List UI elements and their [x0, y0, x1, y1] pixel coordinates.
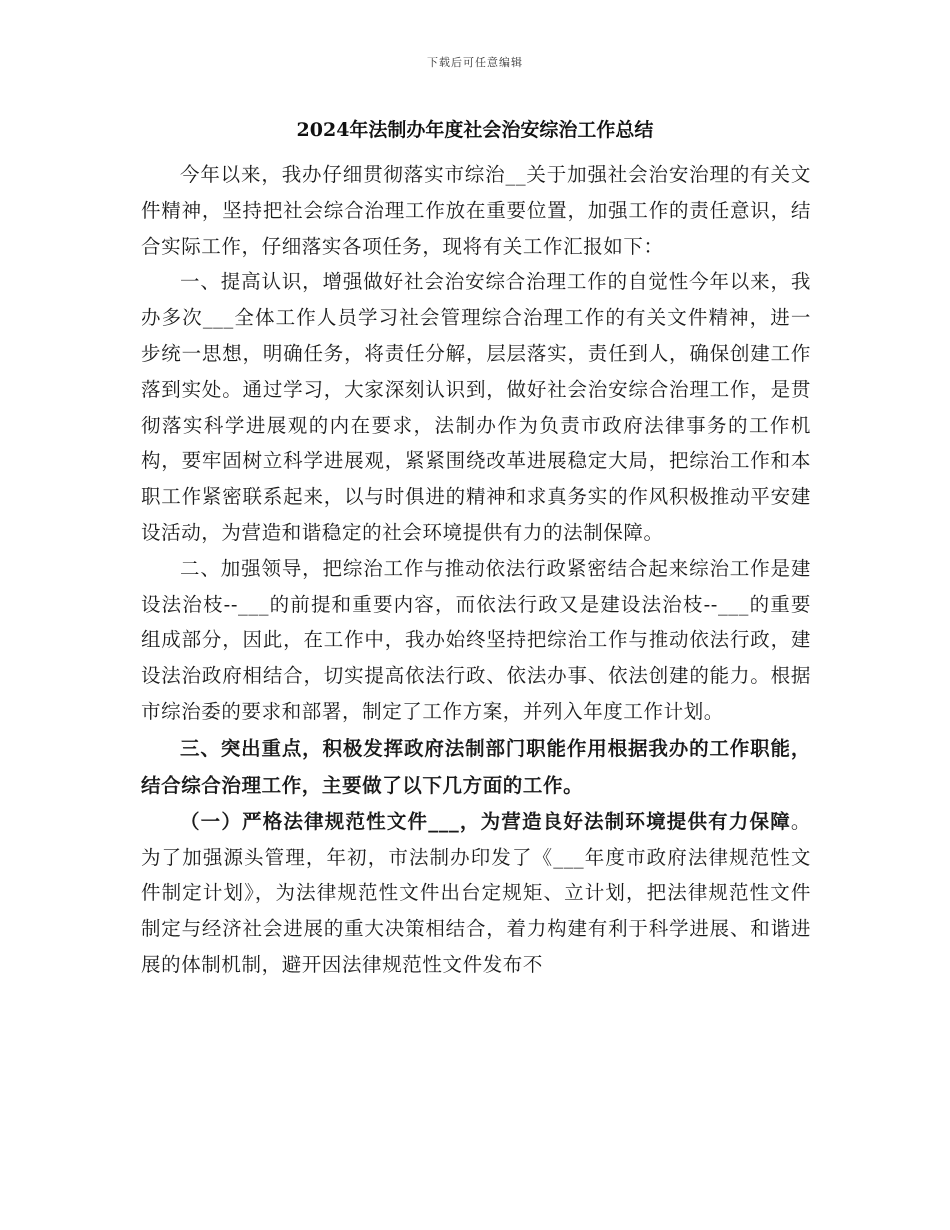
section-2-paragraph: 二、加强领导，把综治工作与推动依法行政紧密结合起来综治工作是建设法治枝--___的前提和重要内容，而依法行政又是建设法治枝--___的重要组成部分，因此，在工作中，我办始终坚持把综治工作与推动依法行政，建设法治政府相结合，切实提高依法行政、依法办事、依法创建的能力。根据市综治委的要求和部署，制定了工作方案，并列入年度工作计划。	[141, 556, 811, 723]
subsection-1-heading: （一）严格法律规范性文件___，为营造良好法制环境提供有力保障	[180, 809, 791, 833]
header-note: 下载后可任意编辑	[427, 56, 523, 69]
subsection-1-paragraph	[141, 804, 811, 983]
page-title: 2024年法制办年度社会治安综治工作总结	[296, 119, 654, 141]
section-3-heading: 三、突出重点，积极发挥政府法制部门职能作用根据我办的工作职能，结合综合治理工作，主要做了以下几方面的工作。	[141, 736, 811, 797]
subsection-1-body: 。为了加强源头管理，年初，市法制办印发了《___年度市政府法律规范性文件制定计划》，为法律规范性文件出台定规矩、立计划，把法律规范性文件制定与经济社会进展的重大决策相结合，着力构建有利于科学进展、和谐进展的体制机制，避开因法律规范性文件发布不	[141, 809, 811, 976]
intro-paragraph: 今年以来，我办仔细贯彻落实市综治__关于加强社会治安治理的有关文件精神，坚持把社会综合治理工作放在重要位置，加强工作的责任意识，结合实际工作，仔细落实各项任务，现将有关工作汇报如下：	[141, 163, 811, 258]
section-1-paragraph: 一、提高认识，增强做好社会治安综合治理工作的自觉性今年以来，我办多次___全体工作人员学习社会管理综合治理工作的有关文件精神，进一步统一思想，明确任务，将责任分解，层层落实，责任到人，确保创建工作落到实处。通过学习，大家深刻认识到，做好社会治安综合治理工作，是贯彻落实科学进展观的内在要求，法制办作为负责市政府法律事务的工作机构，要牢固树立科学进展观，紧紧围绕改革进展稳定大局，把综治工作和本职工作紧密联系起来，以与时俱进的精神和求真务实的作风积极推动平安建设活动，为营造和谐稳定的社会环境提供有力的法制保障。	[141, 270, 811, 544]
document-body	[141, 157, 811, 983]
